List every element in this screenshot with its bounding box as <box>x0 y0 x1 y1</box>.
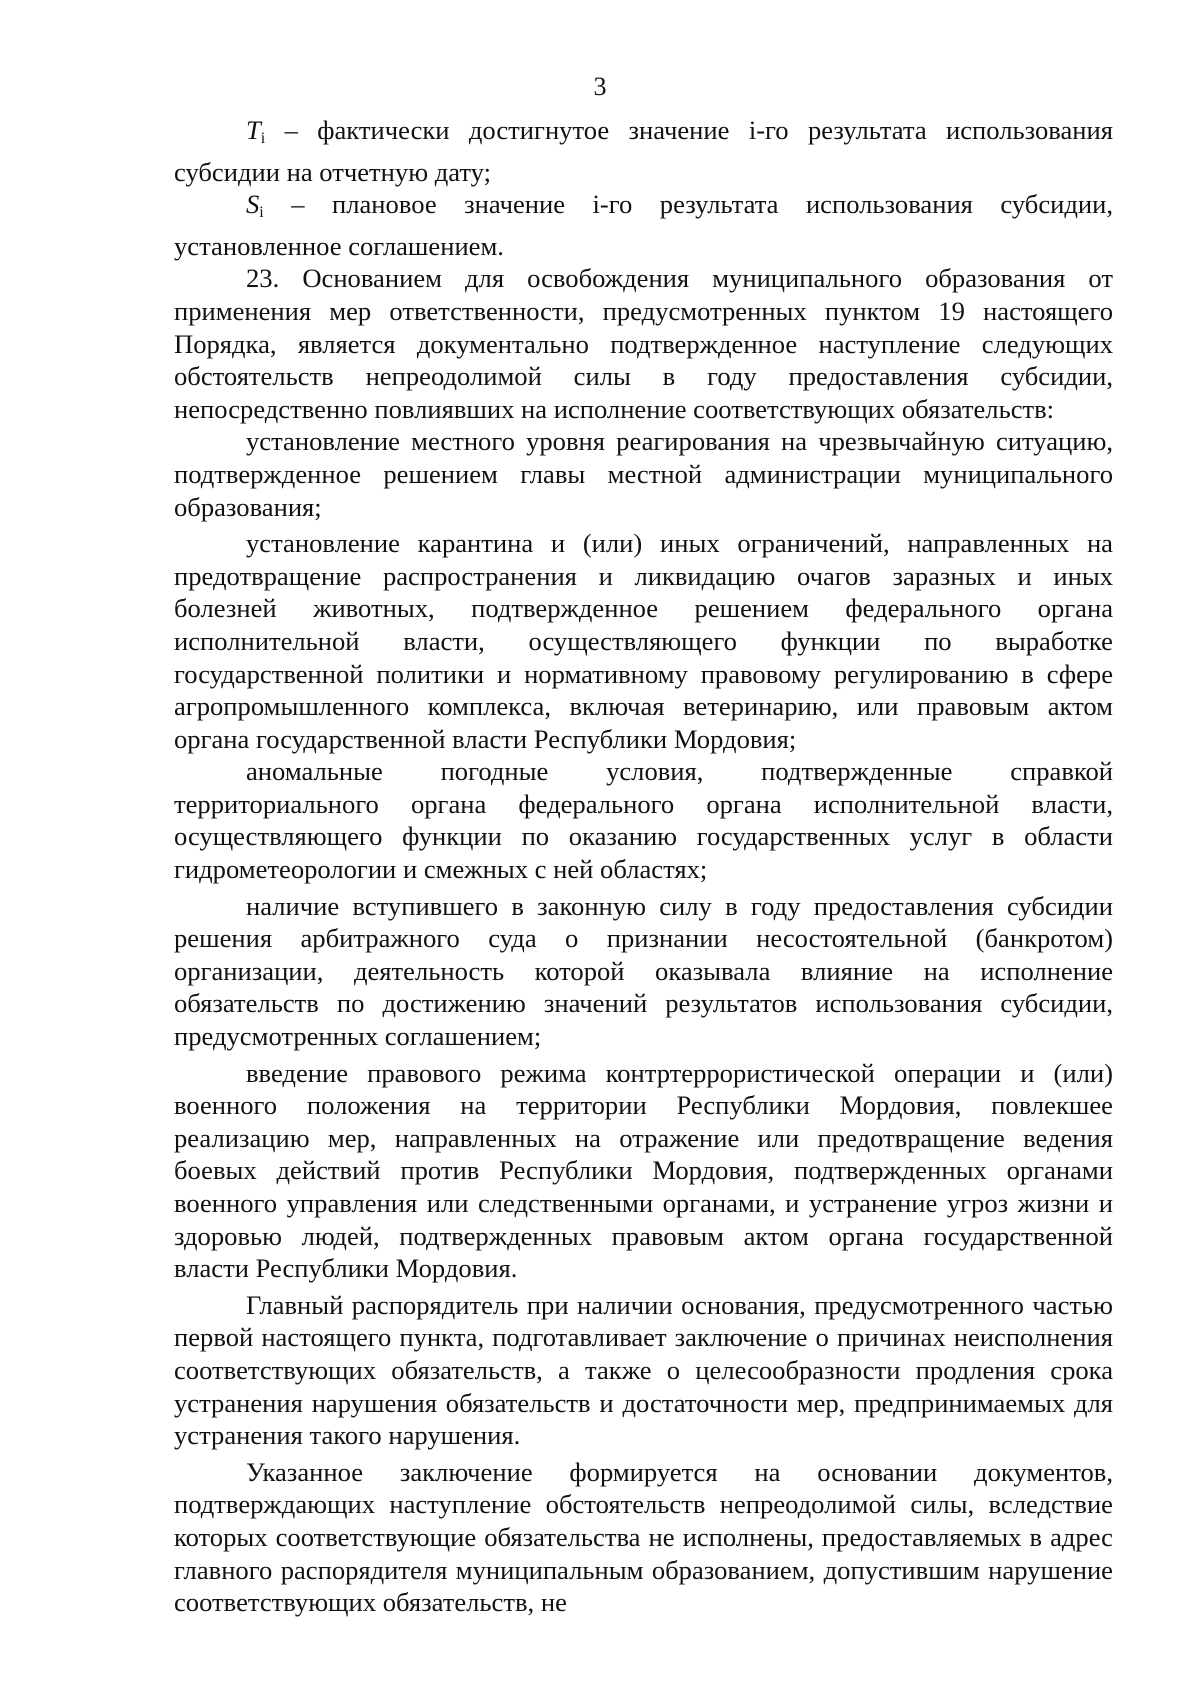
paragraph-weather: аномальные погодные условия, подтвержденные справкой территориального органа федерального органа исполнительной власти, осуществляющего функции по оказанию государственных услуг в области гидрометеорологии и смежных с ней областях; <box>174 756 1113 885</box>
page-number: 3 <box>593 72 607 101</box>
document-body <box>174 114 1113 1619</box>
definition-s: $S_i$ – плановое значение i-го результата использования субсидии, установленное соглашением. <box>174 189 1113 261</box>
symbol-t: $T_i$ <box>246 115 266 147</box>
symbol-s: $S_i$ <box>246 189 264 222</box>
paragraph-conclusion: Указанное заключение формируется на основании документов, подтверждающих наступление обстоятельств непреодолимой силы, вследствие которых соответствующие обязательства не исполнены, предоставляемых в адрес главного распорядителя муниципальным образованием, допустившим нарушение соответствующих обязательств, не <box>174 1456 1113 1618</box>
paragraph-chief-administrator: Главный распорядитель при наличии основания, предусмотренного частью первой настоящего пункта, подготавливает заключение о причинах неисполнения соответствующих обязательств, а также о целесообразности продления срока устранения нарушения обязательств и достаточности мер, предпринимаемых для устранения такого нарушения. <box>174 1289 1113 1451</box>
paragraph-quarantine: установление карантина и (или) иных ограничений, направленных на предотвращение распространения и ликвидацию очагов заразных и иных болезней животных, подтвержденное решением федерального органа исполнительной власти, осуществляющего функции по выработке государственной политики и нормативному правовому регулированию в сфере агропромышленного комплекса, включая ветеринарию, или правовым актом органа государственной власти Республики Мордовия; <box>174 528 1113 754</box>
paragraph-emergency-level: установление местного уровня реагирования на чрезвычайную ситуацию, подтвержденное решением главы местной администрации муниципального образования; <box>174 426 1113 522</box>
definition-t: $T_i$ – фактически достигнутое значение i-го результата использования субсидии на отчетную дату; <box>174 115 1113 187</box>
paragraph-arbitration: наличие вступившего в законную силу в году предоставления субсидии решения арбитражного суда о признании несостоятельной (банкротом) организации, деятельность которой оказывала влияние на исполнение обязательств по достижению значений результатов использования субсидии, предусмотренных соглашением; <box>174 890 1113 1052</box>
paragraph-23: 23. Основанием для освобождения муниципального образования от применения мер ответственности, предусмотренных пунктом 19 настоящего Порядка, является документально подтвержденное наступление следующих обстоятельств непреодолимой силы в году предоставления субсидии, непосредственно повлиявших на исполнение соответствующих обязательств: <box>174 263 1113 424</box>
paragraph-counterterrorism: введение правового режима контртеррористической операции и (или) военного положения на территории Республики Мордовия, повлекшее реализацию мер, направленных на отражение или предотвращение ведения боевых действий против Республики Мордовия, подтвержденных органами военного управления или следственными органами, и устранение угроз жизни и здоровью людей, подтвержденных правовым актом органа государственной власти Республики Мордовия. <box>174 1057 1113 1284</box>
